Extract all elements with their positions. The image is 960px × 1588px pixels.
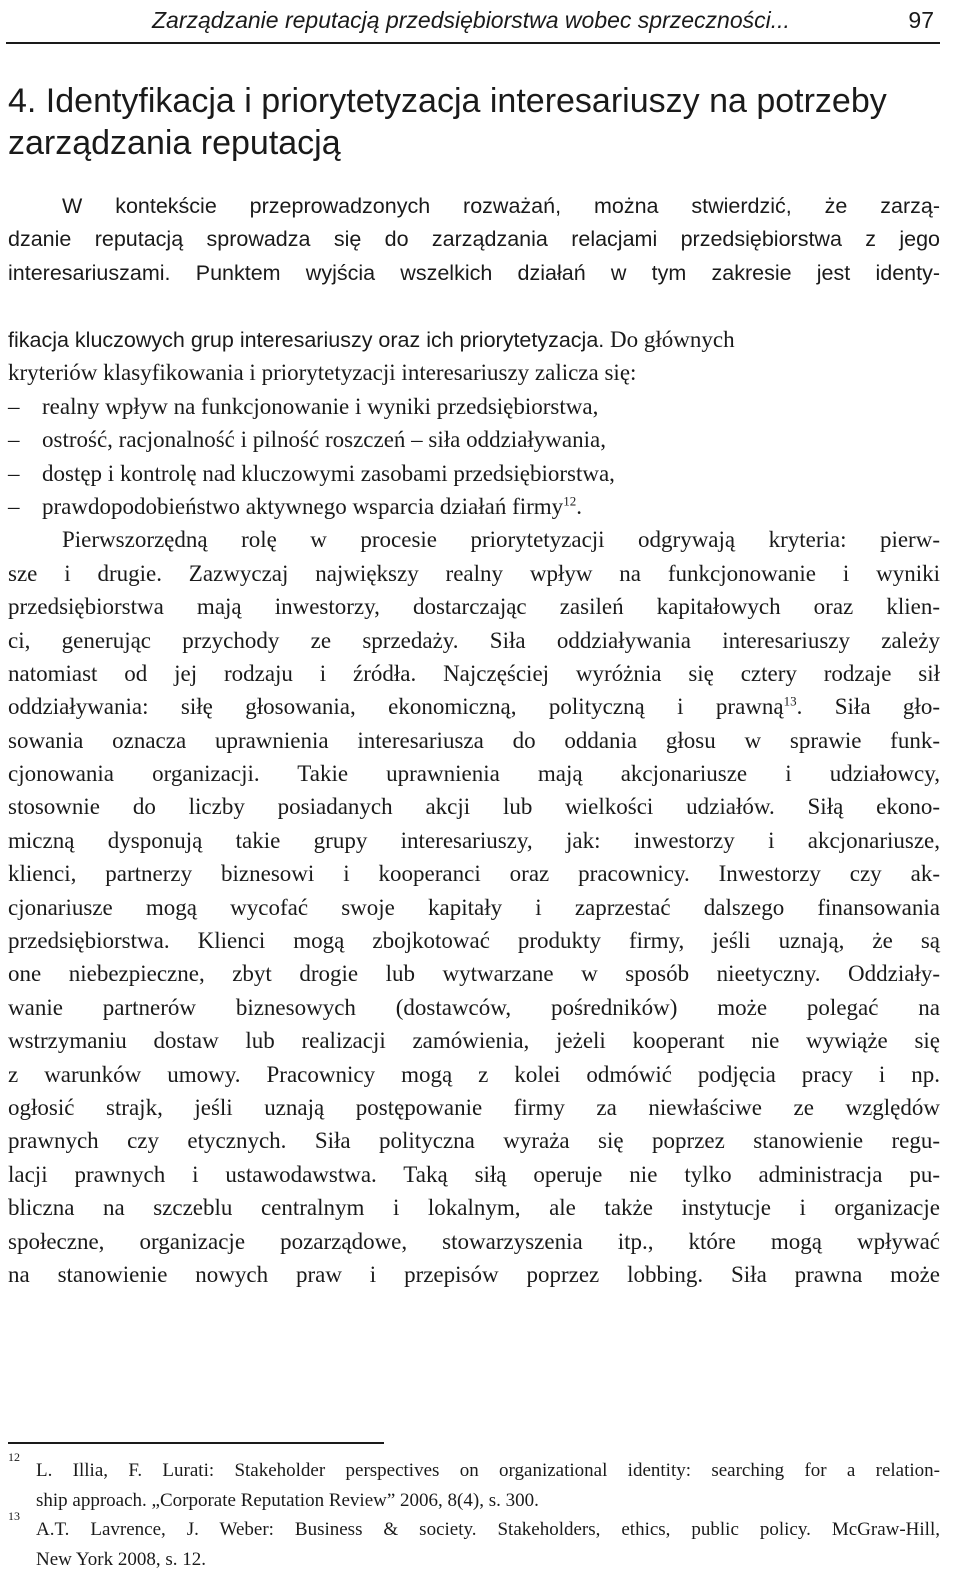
paragraph-line: sowania oznacza uprawnienia interesariusza do oddania głosu w sprawie funk- — [8, 727, 940, 753]
running-head-title: Zarządzanie reputacją przedsiębiorstwa wobec sprzeczności... — [152, 7, 790, 33]
intro-line: dzanie reputacją sprowadza się do zarządzania relacjami przedsiębiorstwa z jego — [8, 227, 940, 252]
paragraph-line: lacji prawnych i ustawodawstwa. Taką siłą operuje nie tylko administracja pu- — [8, 1161, 940, 1187]
criteria-item — [8, 457, 940, 490]
page-number: 97 — [908, 7, 934, 33]
paragraph-line — [8, 690, 940, 723]
footnotes — [8, 1450, 940, 1574]
footnote-13 — [8, 1509, 940, 1574]
footnote-line: New York 2008, s. 12. — [36, 1548, 206, 1570]
paragraph-line: na stanowienie nowych praw i przepisów poprzez lobbing. Siła prawna może — [8, 1261, 940, 1287]
footnote-line: ship approach. „Corporate Reputation Review” 2006, 8(4), s. 300. — [36, 1489, 539, 1511]
footnote-line: A.T. Lavrence, J. Weber: Business & society. Stakeholders, ethics, public policy. McGraw-Hill, — [36, 1519, 940, 1540]
footnote-12 — [8, 1450, 940, 1515]
footnote-rule — [8, 1442, 384, 1444]
paragraph-line-text: . Siła gło- — [796, 694, 940, 720]
footnote-number: 12 — [8, 1450, 20, 1464]
section-heading — [8, 80, 940, 164]
paragraph-line: bliczna na szczeblu centralnym i lokalnym, ale także instytucje i organizacje — [8, 1195, 940, 1221]
paragraph-line: Pierwszorzędną rolę w procesie priorytetyzacji odgrywają kryteria: pierw- — [62, 527, 940, 553]
footnote-ref-13[interactable]: 13 — [783, 693, 797, 709]
paragraph-line: ogłosić strajk, jeśli uznają postępowanie firmy za niewłaściwe ze względów — [8, 1094, 940, 1120]
paragraph-line: z warunków umowy. Pracownicy mogą z kolei odmówić podjęcia pracy i np. — [8, 1061, 940, 1087]
criteria-item-text: realny wpływ na funkcjonowanie i wyniki przedsiębiorstwa, — [42, 393, 599, 419]
criteria-item — [8, 390, 940, 423]
paragraph-line: przedsiębiorstwa. Klienci mogą zbojkotować produkty firmy, jeśli uznają, że są — [8, 928, 940, 954]
paragraph-line: one niebezpieczne, zbyt drogie lub wytwarzane w sposób nieetyczny. Oddziały- — [8, 961, 940, 987]
criteria-item — [8, 423, 940, 456]
paragraph-line: wanie partnerów biznesowych (dostawców, pośredników) może polegać na — [8, 994, 940, 1020]
dash-bullet: – — [8, 427, 20, 453]
paragraph-line: sze i drugie. Zazwyczaj największy realny wpływ na funkcjonowanie i wyniki — [8, 560, 940, 586]
intro-line: interesariuszami. Punktem wyjścia wszelkich działań w tym zakresie jest identy- — [8, 260, 940, 285]
intro-line-mixed — [8, 323, 940, 356]
footnote-ref-12[interactable]: 12 — [563, 493, 577, 509]
dash-bullet: – — [8, 393, 20, 419]
section-heading-line-2: zarządzania reputacją — [8, 124, 341, 162]
paragraph-line: klienci, partnerzy biznesowi i kooperanci oraz pracownicy. Inwestorzy czy ak- — [8, 861, 940, 887]
intro-line-sans-part: fikacja kluczowych grup interesariuszy oraz ich priorytetyzacja. — [8, 328, 605, 352]
header-rule — [6, 42, 940, 44]
running-head — [152, 2, 940, 38]
dash-bullet: – — [8, 493, 20, 519]
paragraph-line: cjonariusze mogą wycofać swoje kapitały i zaprzestać dalszego finansowania — [8, 894, 940, 920]
paragraph-line: miczną dysponują takie grupy interesariuszy, jak: inwestorzy i akcjonariusze, — [8, 827, 940, 853]
paragraph-line: społeczne, organizacje pozarządowe, stowarzyszenia itp., które mogą wpływać — [8, 1228, 940, 1254]
criteria-item-tail: . — [576, 493, 582, 519]
criteria-item-text: prawdopodobieństwo aktywnego wsparcia działań firmy — [42, 493, 564, 519]
section-heading-line-1: 4. Identyfikacja i priorytetyzacja interesariuszy na potrzeby — [8, 82, 887, 120]
paragraph-line: ci, generując przychody ze sprzedaży. Siła oddziaływania interesariuszy zależy — [8, 627, 940, 653]
paragraph-line: przedsiębiorstwa mają inwestorzy, dostarczając zasileń kapitałowych oraz klien- — [8, 594, 940, 620]
footnote-line: L. Illia, F. Lurati: Stakeholder perspectives on organizational identity: searching for a relation- — [36, 1460, 940, 1481]
dash-bullet: – — [8, 460, 20, 486]
intro-paragraph — [8, 190, 940, 290]
footnote-number: 13 — [8, 1509, 20, 1523]
paragraph-line: prawnych czy etycznych. Siła polityczna wyraża się poprzez stanowienie regu- — [8, 1128, 940, 1154]
intro-line-serif-part: Do głównych — [604, 327, 735, 352]
main-text — [8, 323, 940, 1291]
intro-line: W kontekście przeprowadzonych rozważań, można stwierdzić, że zarzą- — [62, 194, 940, 218]
paragraph-line-text: oddziaływania: siłę głosowania, ekonomiczną, polityczną i prawną — [8, 694, 784, 720]
criteria-item-text: dostęp i kontrolę nad kluczowymi zasobami przedsiębiorstwa, — [42, 460, 615, 486]
paragraph-line: stosownie do liczby posiadanych akcji lub wielkości udziałów. Siłą ekono- — [8, 794, 940, 820]
criteria-item — [8, 490, 940, 523]
paragraph-line: natomiast od jej rodzaju i źródła. Najczęściej wyróżnia się cztery rodzaje sił — [8, 660, 940, 686]
criteria-item-text: ostrość, racjonalność i pilność roszczeń – siła oddziaływania, — [42, 427, 606, 453]
paragraph-line: wstrzymaniu dostaw lub realizacji zamówienia, jeżeli kooperant nie wywiąże się — [8, 1028, 940, 1054]
intro-line: kryteriów klasyfikowania i priorytetyzacji interesariuszy zalicza się: — [8, 360, 637, 386]
paragraph-line: cjonowania organizacji. Takie uprawnienia mają akcjonariusze i udziałowcy, — [8, 761, 940, 787]
